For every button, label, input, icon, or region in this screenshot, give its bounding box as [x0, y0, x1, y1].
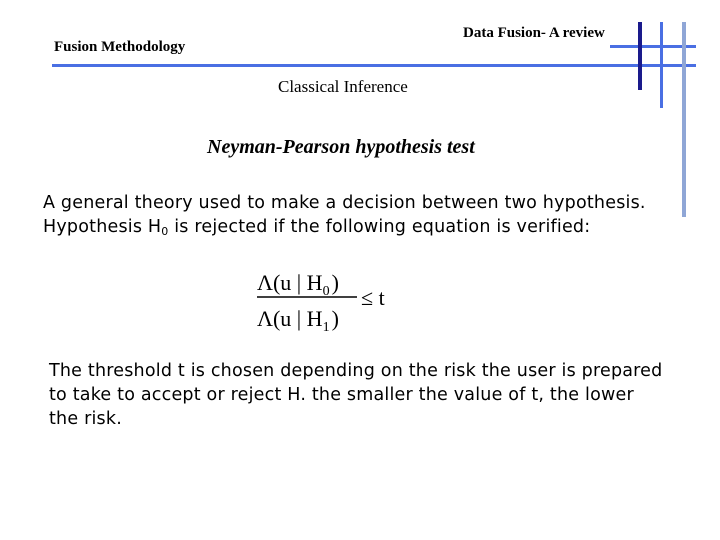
- slide-heading: Neyman-Pearson hypothesis test: [207, 136, 475, 158]
- intro-line-2-end: is rejected if the following equation is verified:: [168, 217, 591, 237]
- blue-vertical-bar: [660, 22, 663, 108]
- formula-numerator: Λ(u | $H_0$): [257, 270, 339, 299]
- slide-subtitle: Classical Inference: [278, 77, 408, 96]
- navy-vertical-bar: [638, 22, 642, 90]
- intro-line-1: A general theory used to make a decision between two hypothesis.: [43, 193, 646, 213]
- likelihood-ratio-formula: [255, 262, 405, 337]
- header-left-title: Fusion Methodology: [54, 39, 186, 55]
- paragraph-line-1: The threshold t is chosen depending on the risk the user is prepared: [49, 361, 663, 381]
- paragraph-line-2: to take to accept or reject H. the smaller the value of t, the lower: [49, 385, 634, 405]
- formula-denominator: Λ(u | $H_1$): [257, 306, 339, 335]
- intro-line-2-subscript: 0: [161, 225, 169, 238]
- paragraph-line-3: the risk.: [49, 409, 122, 429]
- light-blue-vertical-bar: [682, 22, 686, 217]
- intro-line-2-start: Hypothesis H: [43, 217, 162, 237]
- header-right-title: Data Fusion- A review: [463, 25, 605, 41]
- formula-relation: ≤ t: [361, 285, 385, 310]
- intro-line-2: [43, 217, 590, 238]
- header-horizontal-line: [52, 64, 696, 67]
